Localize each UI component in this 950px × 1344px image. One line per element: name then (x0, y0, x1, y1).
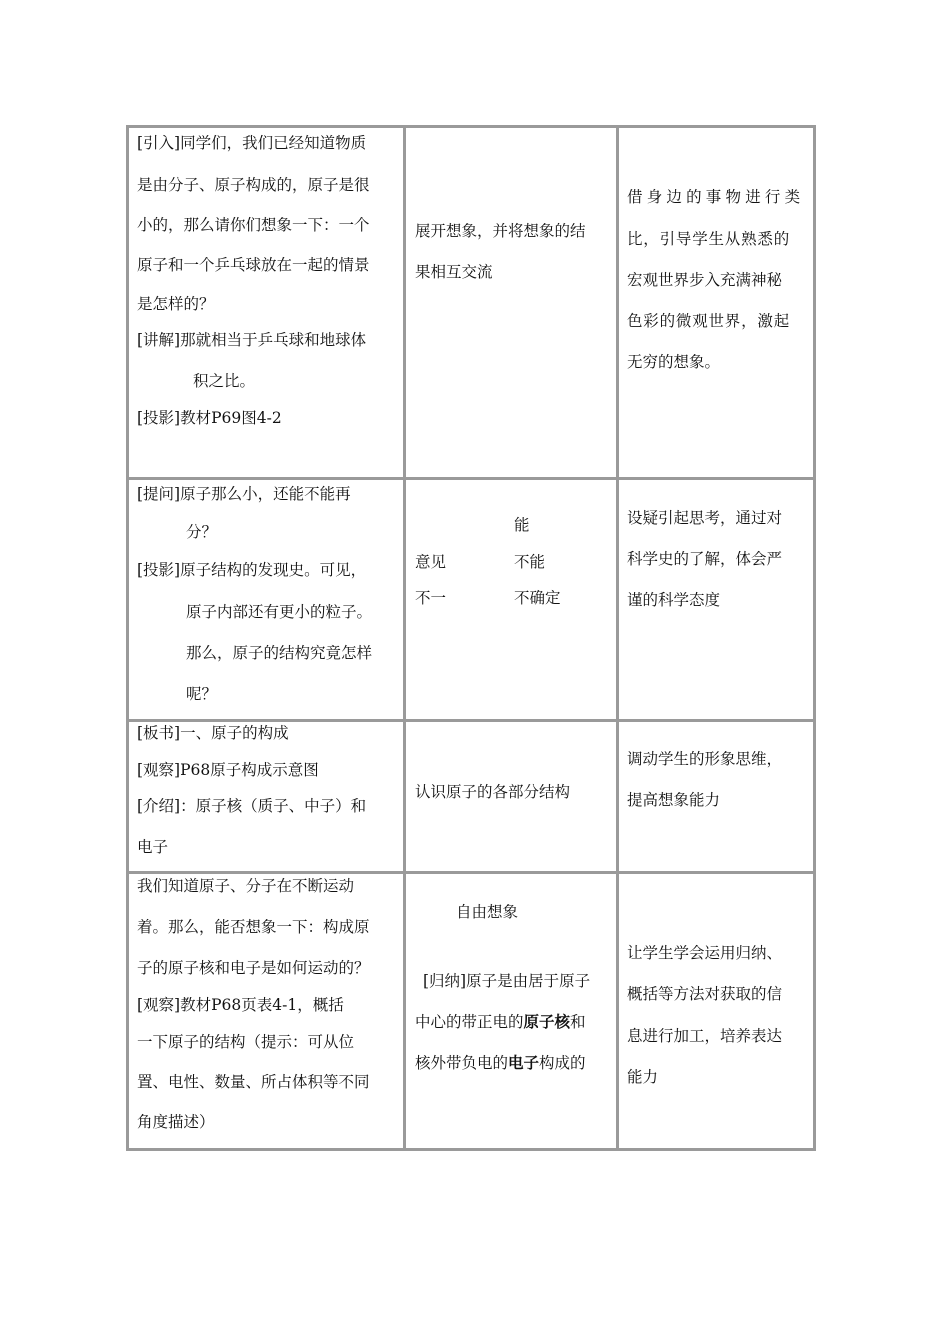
text-line: 概括等方法对获取的信 (627, 985, 783, 1003)
text-line: 自由想象 (456, 903, 519, 921)
text-line: [观察]P68原子构成示意图 (137, 761, 319, 779)
text-line: 设疑引起思考，通过对 (627, 509, 783, 527)
text-line: 积之比。 (193, 372, 256, 390)
opinion-label: 意见 (415, 553, 447, 571)
column-divider (616, 125, 619, 1151)
opinion-uncertain: 不确定 (514, 589, 561, 607)
table-border-left (126, 125, 129, 1151)
text-line: 果相互交流 (415, 263, 493, 281)
text-line: [观察]教材P68页表4-1，概括 (137, 996, 344, 1014)
text-line: 原子和一个乒乓球放在一起的情景 (137, 256, 370, 274)
column-divider (403, 125, 406, 1151)
text-line: [归纳]原子是由居于原子 (423, 972, 591, 990)
text-line: 小的，那么请你们想象一下：一个 (137, 216, 370, 234)
text-line: 能力 (627, 1068, 659, 1086)
text-line: [讲解]那就相当于乒乓球和地球体 (137, 331, 367, 349)
text-line: [介绍]：原子核（质子、中子）和 (137, 797, 367, 815)
row-divider (126, 719, 816, 722)
text-line: [投影]教材P69图4-2 (137, 409, 282, 427)
text-line: 那么，原子的结构究竟怎样 (186, 644, 373, 662)
row-divider (126, 477, 816, 480)
text-line: 呢？ (186, 685, 218, 703)
text-line: 谨的科学态度 (627, 591, 721, 609)
text-line: 原子内部还有更小的粒子。 (186, 603, 373, 621)
text-line: 着。那么，能否想象一下：构成原 (137, 918, 370, 936)
text-line: 是由分子、原子构成的，原子是很 (137, 176, 370, 194)
text-line: 比，引导学生从熟悉的 (627, 230, 791, 248)
text-line: [引入]同学们，我们已经知道物质 (137, 134, 367, 152)
text-line: 角度描述） (137, 1113, 215, 1131)
text-line: 无穷的想象。 (627, 353, 721, 371)
text-line: 子的原子核和电子是如何运动的？ (137, 959, 370, 977)
text-line: 一下原子的结构（提示：可从位 (137, 1033, 355, 1051)
table-border-top (126, 125, 816, 128)
table-border-right (813, 125, 816, 1151)
text-line: 中心的带正电的原子核和 (415, 1013, 586, 1031)
text-line: 电子 (137, 838, 169, 856)
table-border-bottom (126, 1148, 816, 1151)
text-line: 调动学生的形象思维， (627, 750, 783, 768)
text-line: 提高想象能力 (627, 791, 721, 809)
text-line: 认识原子的各部分结构 (415, 783, 571, 801)
row-divider (126, 871, 816, 874)
text-line: 核外带负电的电子构成的 (415, 1054, 586, 1072)
text-line: 借身边的事物进行类 (627, 188, 805, 206)
text-line: 置、电性、数量、所占体积等不同 (137, 1073, 370, 1091)
text-line: 色彩的微观世界，激起 (627, 312, 791, 330)
text-line: 科学史的了解，体会严 (627, 550, 783, 568)
text-line: 让学生学会运用归纳、 (627, 944, 783, 962)
text-line: 分？ (186, 523, 218, 541)
text-line: 宏观世界步入充满神秘 (627, 271, 783, 289)
opinion-no: 不能 (514, 553, 546, 571)
text-line: 我们知道原子、分子在不断运动 (137, 877, 355, 895)
text-line: 息进行加工，培养表达 (627, 1027, 783, 1045)
opinion-label: 不一 (415, 589, 447, 607)
text-line: 是怎样的？ (137, 295, 215, 313)
opinion-yes: 能 (514, 516, 530, 534)
text-line: 展开想象，并将想象的结 (415, 222, 586, 240)
text-line: [投影]原子结构的发现史。可见， (137, 561, 367, 579)
text-line: [提问]原子那么小，还能不能再 (137, 485, 351, 503)
text-line: [板书]一、原子的构成 (137, 724, 289, 742)
